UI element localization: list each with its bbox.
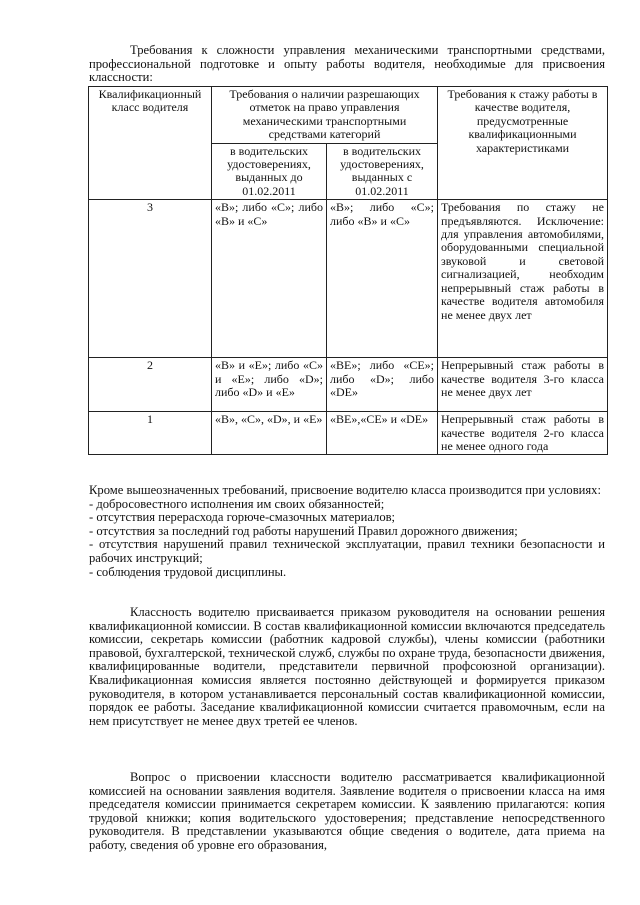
conditions-block xyxy=(89,484,605,579)
commission-paragraph: Классность водителю присваивается приказом руководителя на основании решения квалификационной комиссии. В состав квалификационной комиссии включаются председатель комиссии, секретарь комиссии (работник кадровой службы), члены комиссии (работники правовой, бухгалтерской, технической служб, службы по охране труда, безопасности движения, квалифицированные водители, представители первичной профсоюзной организации). Квалификационная комиссия является постоянно действующей и формируется приказом руководителя, в котором устанавливается персональный состав квалификационной комиссии, порядок ее работы. Заседание квалификационной комиссии считается правомочным, если на нем присутствует не менее двух третей ее членов. xyxy=(89,605,605,728)
class-cell: 1 xyxy=(89,412,212,455)
conditions-intro: Кроме вышеозначенных требований, присвоение водителю класса производится при условиях: xyxy=(89,483,601,497)
header-permit-after: в водительских удостоверениях, выданных с 01.02.2011 xyxy=(327,143,438,200)
experience-cell: Непрерывный стаж работы в качестве водителя 2-го класса не менее одного года xyxy=(438,412,608,455)
permit-after-cell: «ВЕ»,«СЕ» и «DE» xyxy=(327,412,438,455)
header-class: Квалификационный класс водителя xyxy=(89,87,212,200)
permit-before-cell: «В»; либо «С»; либо «В» и «С» xyxy=(212,200,327,358)
permit-after-cell: «ВЕ»; либо «СЕ»; либо «D»; либо «DE» xyxy=(327,358,438,412)
table-row xyxy=(89,200,608,358)
header-permit: Требования о наличии разрешающих отметок на право управления механическими транспортными средствами категорий xyxy=(212,87,438,144)
header-permit-before: в водительских удостоверениях, выданных до 01.02.2011 xyxy=(212,143,327,200)
permit-after-cell: «В»; либо «С»; либо «В» и «С» xyxy=(327,200,438,358)
intro-paragraph: Требования к сложности управления механическими транспортными средствами, профессиональной подготовке и опыту работы водителя, необходимые для присвоения классности: xyxy=(89,43,605,85)
permit-before-cell: «В» и «Е»; либо «С» и «Е»; либо «D»; либо «D» и «Е» xyxy=(212,358,327,412)
table-header-row xyxy=(89,87,608,144)
experience-cell: Непрерывный стаж работы в качестве водителя 3-го класса не менее двух лет xyxy=(438,358,608,412)
header-experience: Требования к стажу работы в качестве водителя, предусмотренные квалификационными характеристиками xyxy=(438,87,608,200)
requirements-table xyxy=(88,86,608,455)
condition-item: - соблюдения трудовой дисциплины. xyxy=(89,564,287,579)
condition-item: - отсутствия за последний год работы нарушений Правил дорожного движения; xyxy=(89,523,518,538)
table-row xyxy=(89,412,608,455)
condition-item: - отсутствия нарушений правил технической эксплуатации, правил техники безопасности и рабочих инструкций; xyxy=(89,537,605,565)
condition-item: - добросовестного исполнения им своих обязанностей; xyxy=(89,496,385,511)
class-cell: 3 xyxy=(89,200,212,358)
class-cell: 2 xyxy=(89,358,212,412)
application-paragraph: Вопрос о присвоении классности водителю рассматривается квалификационной комиссией на основании заявления водителя. Заявление водителя о присвоении класса на имя председателя комиссии принимается секретарем комиссии. К заявлению прилагаются: копия трудовой книжки; копия водительского удостоверения; представление непосредственного руководителя. В представлении указываются общие сведения о водителе, дата приема на работу, сведения об уровне его образования, xyxy=(89,770,605,852)
permit-before-cell: «В», «С», «D», и «Е» xyxy=(212,412,327,455)
experience-cell: Требования по стажу не предъявляются. Исключение: для управления автомобилями, оборудованными специальной звуковой и световой сигнализацией, необходим непрерывный стаж работы в качестве водителя автомобиля не менее двух лет xyxy=(438,200,608,358)
table-row xyxy=(89,358,608,412)
condition-item: - отсутствия перерасхода горюче-смазочных материалов; xyxy=(89,510,396,525)
